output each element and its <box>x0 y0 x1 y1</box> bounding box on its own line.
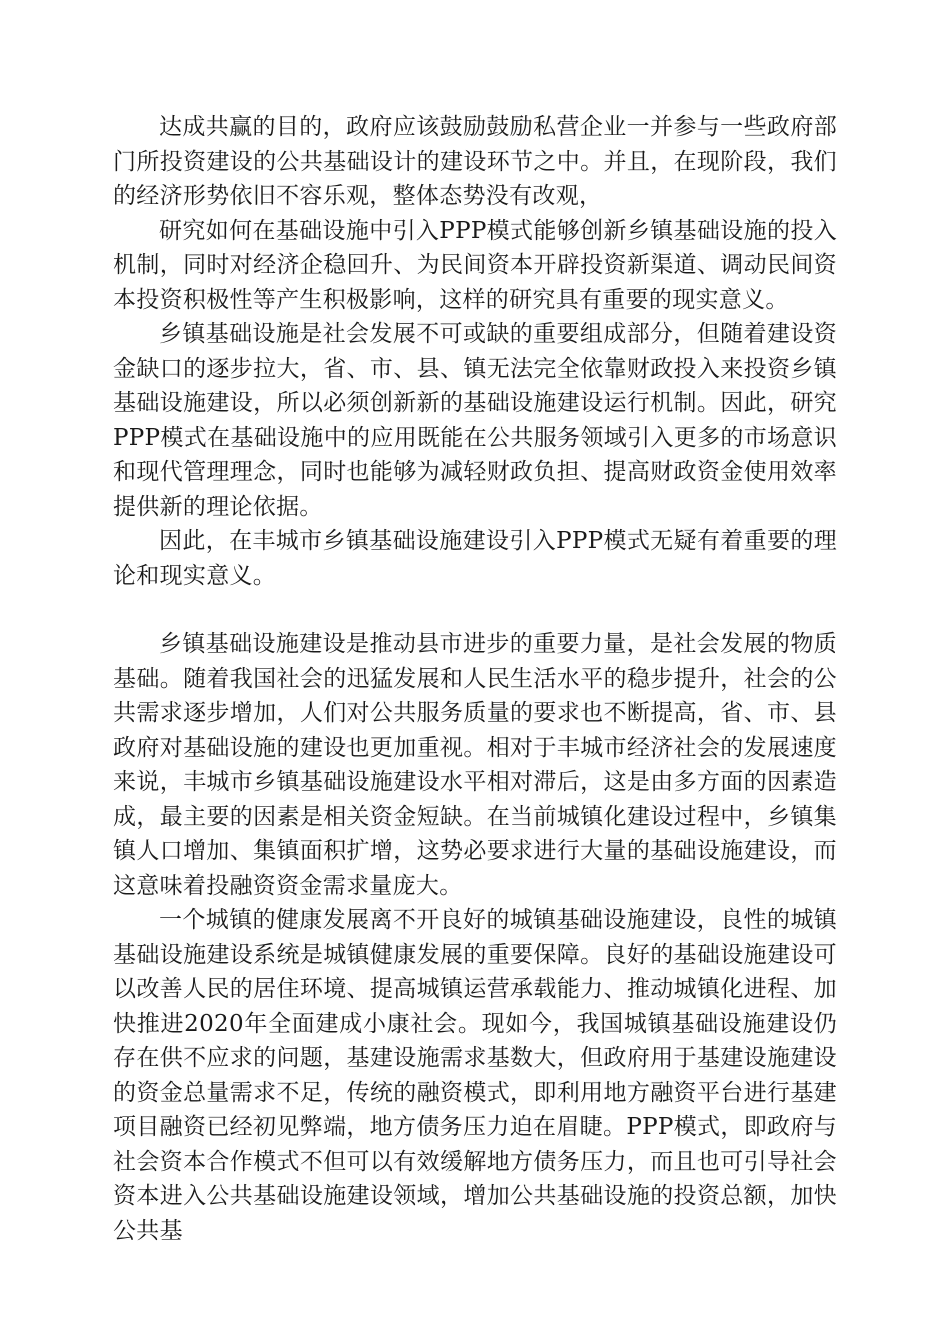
paragraph-infrastructure-importance: 乡镇基础设施是社会发展不可或缺的重要组成部分，但随着建设资金缺口的逐步拉大，省、市、县、镇无法完全依靠财政投入来投资乡镇基础设施建设，所以必须创新新的基础设施建设运行机制。因此，研究PPP模式在基础设施中的应用既能在公共服务领域引入更多的市场意识和现代管理理念，同时也能够为减轻财政负担、提高财政资金使用效率提供新的理论依据。 <box>113 321 837 520</box>
paragraph-research-significance: 研究如何在基础设施中引入PPP模式能够创新乡镇基础设施的投入机制，同时对经济企稳回升、为民间资本开辟投资新渠道、调动民间资本投资积极性等产生积极影响，这样的研究具有重要的现实意义。 <box>113 217 837 313</box>
section-gap <box>113 593 837 627</box>
paragraph-intro: 达成共赢的目的，政府应该鼓励鼓励私营企业一并参与一些政府部门所投资建设的公共基础设计的建设环节之中。并且，在现阶段，我们的经济形势依旧不容乐观，整体态势没有改观， <box>113 114 837 209</box>
paragraph-conclusion: 因此，在丰城市乡镇基础设施建设引入PPP模式无疑有着重要的理论和现实意义。 <box>113 528 837 589</box>
document-page <box>113 110 837 1248</box>
paragraph-background: 乡镇基础设施建设是推动县市进步的重要力量，是社会发展的物质基础。随着我国社会的迅猛发展和人民生活水平的稳步提升，社会的公共需求逐步增加，人们对公共服务质量的要求也不断提高，省、市、县政府对基础设施的建设也更加重视。相对于丰城市经济社会的发展速度来说，丰城市乡镇基础设施建设水平相对滞后，这是由多方面的因素造成，最主要的因素是相关资金短缺。在当前城镇化建设过程中，乡镇集镇人口增加、集镇面积扩增，这势必要求进行大量的基础设施建设，而这意味着投融资资金需求量庞大。 <box>113 631 837 899</box>
paragraph-ppp-model: 一个城镇的健康发展离不开良好的城镇基础设施建设，良性的城镇基础设施建设系统是城镇健康发展的重要保障。良好的基础设施建设可以改善人民的居住环境、提高城镇运营承载能力、推动城镇化进程、加快推进2020年全面建成小康社会。现如今，我国城镇基础设施建设仍存在供不应求的问题，基建设施需求基数大，但政府用于基建设施建设的资金总量需求不足，传统的融资模式，即利用地方融资平台进行基建项目融资已经初见弊端，地方债务压力迫在眉睫。PPP模式，即政府与社会资本合作模式不但可以有效缓解地方债务压力，而且也可引导社会资本进入公共基础设施建设领域，增加公共基础设施的投资总额，加快公共基 <box>113 907 837 1244</box>
